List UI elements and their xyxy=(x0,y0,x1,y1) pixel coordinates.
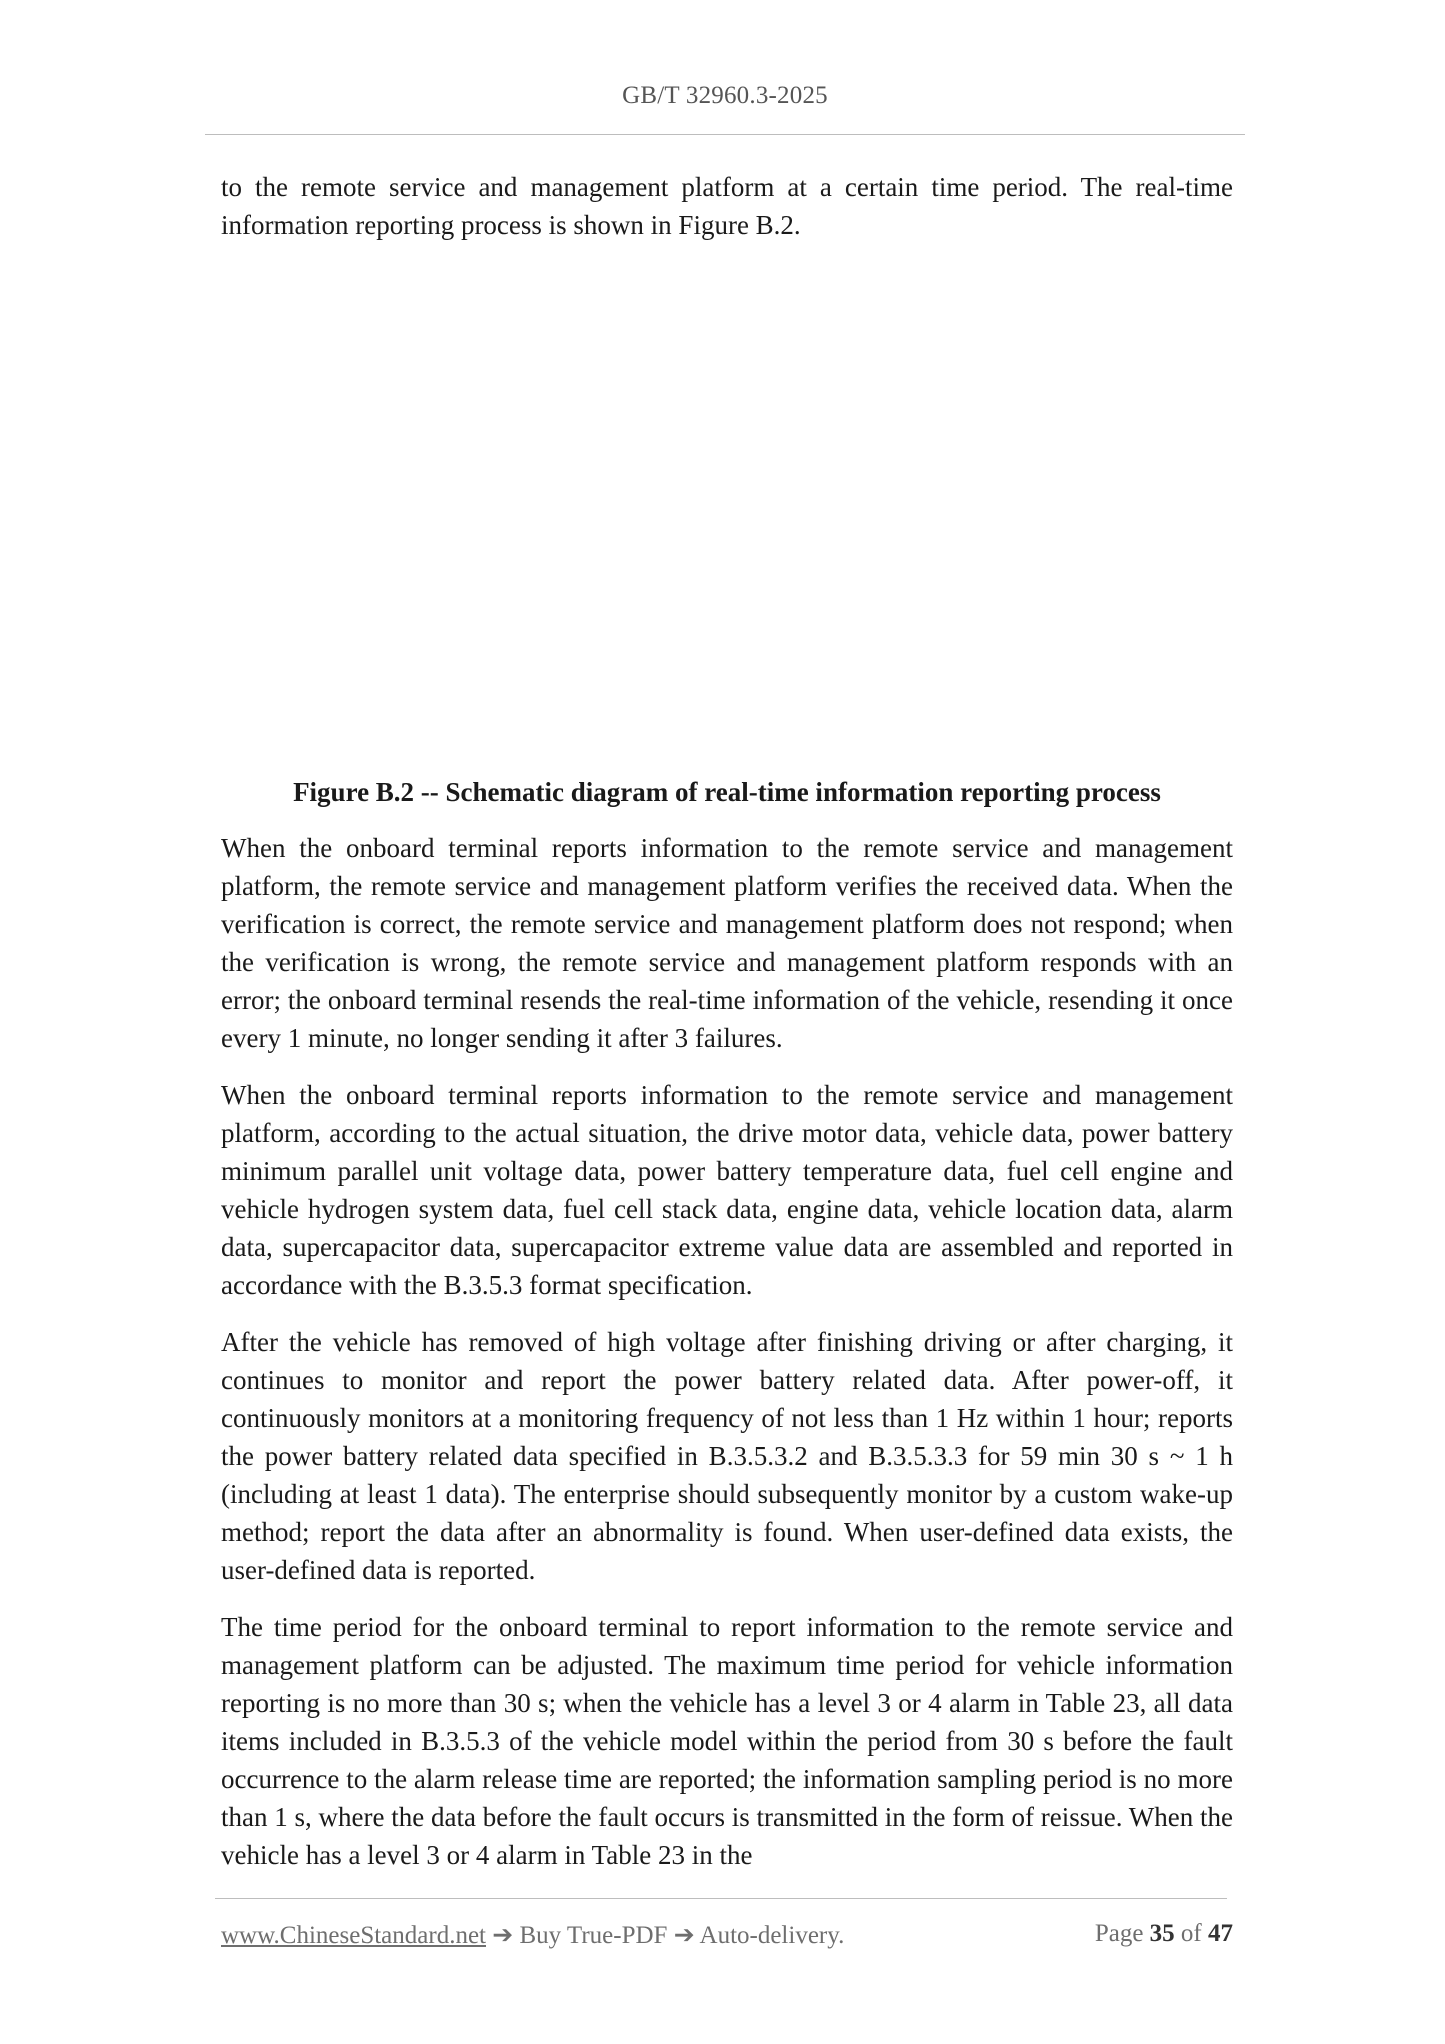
page-label: Page xyxy=(1094,1920,1144,1947)
page-header-standard-id: GB/T 32960.3-2025 xyxy=(622,82,828,109)
header-divider xyxy=(205,134,1245,135)
page-total: 47 xyxy=(1208,1920,1233,1947)
paragraph-data-assembly: When the onboard terminal reports information to the remote service and management platform, according to the actual situation, the drive motor data, vehicle data, power battery minimum parallel unit voltage data, power battery temperature data, fuel cell engine and vehicle hydrogen system data, fuel cell stack data, engine data, vehicle location data, alarm data, supercapacitor data, supercapacitor extreme value data are assembled and reported in accordance with the B.3.5.3 format specification. xyxy=(221,1080,1233,1300)
page-content xyxy=(221,168,1233,1874)
arrow-right-icon: ➔ xyxy=(492,1922,514,1949)
paragraph-verification: When the onboard terminal reports information to the remote service and management platform, the remote service and management platform verifies the received data. When the verification is correct, the remote service and management platform does not respond; when the verification is wrong, the remote service and management platform responds with an error; the onboard terminal resends the real-time information of the vehicle, resending it once every 1 minute, no longer sending it after 3 failures. xyxy=(221,833,1233,1053)
figure-caption: Figure B.2 -- Schematic diagram of real-time information reporting process xyxy=(293,777,1161,807)
auto-delivery-text: Auto-delivery. xyxy=(699,1922,845,1949)
footer-promo xyxy=(221,1920,844,1950)
page-current: 35 xyxy=(1149,1920,1175,1947)
page-of-label: of xyxy=(1180,1920,1202,1947)
paragraph-power-off-monitoring: After the vehicle has removed of high voltage after finishing driving or after charging, it continues to monitor and report the power battery related data. After power-off, it continuously monitors at a monitoring frequency of not less than 1 Hz within 1 hour; reports the power battery related data specified in B.3.5.3.2 and B.3.5.3.3 for 59 min 30 s ~ 1 h (including at least 1 data). The enterprise should subsequently monitor by a custom wake-up method; report the data after an abnormality is found. When user-defined data exists, the user-defined data is reported. xyxy=(221,1327,1233,1585)
figure-b2-blank-area xyxy=(221,244,1233,773)
website-link[interactable]: www.ChineseStandard.net xyxy=(221,1922,486,1949)
buy-true-pdf-text: Buy True-PDF xyxy=(519,1922,668,1949)
arrow-right-icon: ➔ xyxy=(673,1922,695,1949)
page-number xyxy=(1095,1920,1233,1948)
footer-divider xyxy=(215,1898,1227,1899)
intro-paragraph: to the remote service and management platform at a certain time period. The real-time information reporting process is shown in Figure B.2. xyxy=(221,172,1233,240)
paragraph-reporting-period: The time period for the onboard terminal to report information to the remote service and management platform can be adjusted. The maximum time period for vehicle information reporting is no more than 30 s; when the vehicle has a level 3 or 4 alarm in Table 23, all data items included in B.3.5.3 of the vehicle model within the period from 30 s before the fault occurrence to the alarm release time are reported; the information sampling period is no more than 1 s, where the data before the fault occurs is transmitted in the form of reissue. When the vehicle has a level 3 or 4 alarm in Table 23 in the xyxy=(221,1612,1233,1870)
